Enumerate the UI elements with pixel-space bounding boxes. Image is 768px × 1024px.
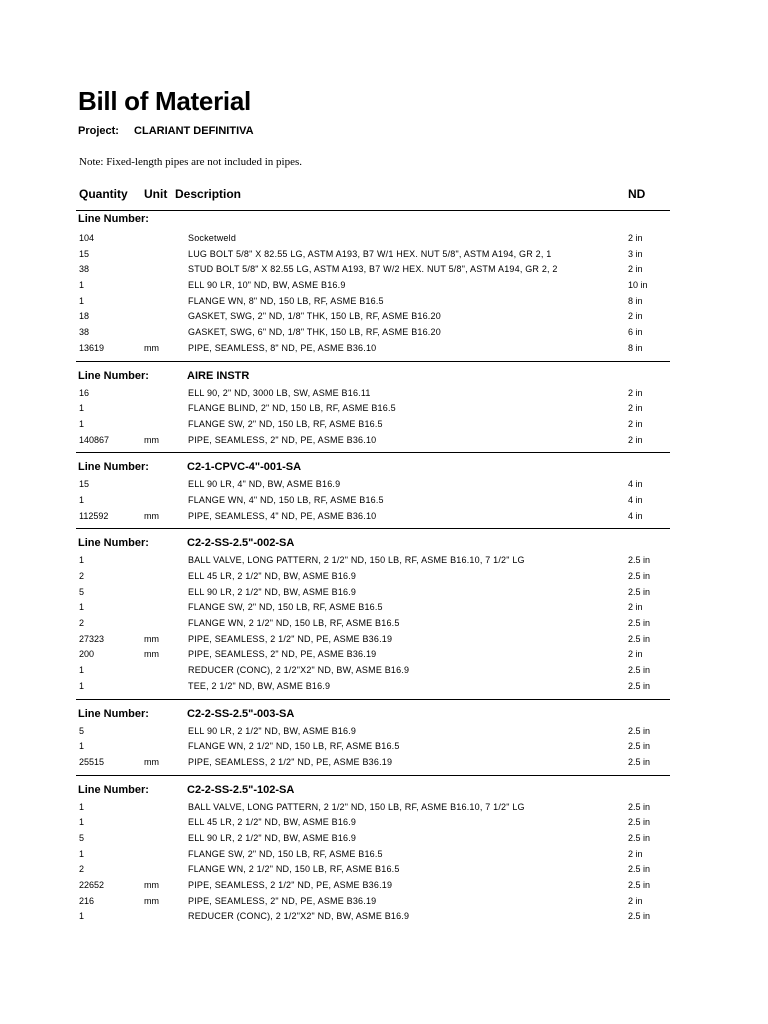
line-group-header [76, 700, 670, 724]
unit-cell: mm [144, 756, 159, 767]
line-number-label: Line Number: [78, 707, 149, 720]
description-cell: REDUCER (CONC), 2 1/2"X2" ND, BW, ASME B16.9 [188, 911, 410, 922]
table-row [76, 278, 670, 294]
table-row [76, 647, 670, 663]
description-cell: FLANGE SW, 2" ND, 150 LB, RF, ASME B16.5 [188, 848, 383, 859]
table-row [76, 663, 670, 679]
quantity-cell: 112592 [79, 510, 109, 521]
quantity-cell: 1 [79, 418, 85, 429]
table-row [76, 831, 670, 847]
line-number-value: C2-2-SS-2.5"-002-SA [187, 537, 295, 550]
table-row [76, 862, 670, 878]
description-cell: PIPE, SEAMLESS, 4" ND, PE, ASME B36.10 [188, 510, 377, 521]
quantity-cell: 1 [79, 555, 85, 566]
description-cell: BALL VALVE, LONG PATTERN, 2 1/2" ND, 150 LB, RF, ASME B16.10, 7 1/2" LG [188, 555, 525, 566]
description-cell: ELL 90 LR, 2 1/2" ND, BW, ASME B16.9 [188, 725, 357, 736]
table-row [76, 755, 670, 771]
description-cell: FLANGE SW, 2" ND, 150 LB, RF, ASME B16.5 [188, 418, 383, 429]
nd-cell: 2.5 in [628, 801, 651, 812]
nd-cell: 2 in [628, 311, 643, 322]
quantity-cell: 1 [79, 741, 85, 752]
nd-cell: 2 in [628, 602, 643, 613]
unit-cell: mm [144, 880, 159, 890]
line-group-header [76, 776, 670, 800]
nd-cell: 2.5 in [628, 756, 651, 767]
quantity-cell: 1 [79, 801, 85, 812]
line-group-header [76, 453, 670, 477]
unit-cell: mm [144, 895, 159, 906]
table-row [76, 509, 670, 525]
description-cell: PIPE, SEAMLESS, 2" ND, PE, ASME B36.19 [188, 895, 377, 906]
description-cell: FLANGE WN, 2 1/2" ND, 150 LB, RF, ASME B16.5 [188, 741, 400, 752]
quantity-cell: 104 [79, 233, 95, 243]
bom-table [76, 211, 670, 929]
nd-cell: 2 in [628, 387, 643, 398]
description-cell: PIPE, SEAMLESS, 8" ND, PE, ASME B36.10 [188, 342, 377, 353]
quantity-cell: 22652 [79, 880, 105, 890]
page-title: Bill of Material [78, 86, 251, 116]
quantity-cell: 27323 [79, 633, 105, 644]
line-group [76, 452, 670, 528]
description-cell: Socketweld [188, 233, 237, 243]
nd-cell: 2.5 in [628, 618, 651, 629]
quantity-cell: 140867 [79, 434, 110, 445]
quantity-cell: 1 [79, 848, 85, 859]
line-group [76, 528, 670, 698]
quantity-cell: 1 [79, 494, 85, 505]
description-cell: FLANGE WN, 8" ND, 150 LB, RF, ASME B16.5 [188, 295, 384, 306]
quantity-cell: 1 [79, 295, 85, 306]
unit-cell: mm [144, 649, 159, 660]
nd-cell: 2.5 in [628, 725, 651, 736]
table-row [76, 262, 670, 278]
table-row [76, 585, 670, 601]
description-cell: FLANGE BLIND, 2" ND, 150 LB, RF, ASME B16.5 [188, 403, 396, 414]
unit-cell: mm [144, 342, 159, 353]
table-row [76, 401, 670, 417]
table-row [76, 569, 670, 585]
quantity-cell: 15 [79, 479, 90, 490]
table-row [76, 553, 670, 569]
nd-cell: 2.5 in [628, 555, 651, 566]
table-row [76, 231, 670, 247]
description-cell: PIPE, SEAMLESS, 2 1/2" ND, PE, ASME B36.19 [188, 633, 393, 644]
line-group [76, 775, 670, 930]
table-row [76, 433, 670, 449]
line-number-value: C2-1-CPVC-4"-001-SA [187, 461, 302, 474]
line-group [76, 361, 670, 453]
table-row [76, 724, 670, 740]
table-row [76, 679, 670, 695]
description-cell: LUG BOLT 5/8" X 82.55 LG, ASTM A193, B7 W/1 HEX. NUT 5/8", ASTM A194, GR 2, 1 [188, 248, 552, 259]
quantity-cell: 5 [79, 832, 85, 843]
project-name: CLARIANT DEFINITIVA [134, 125, 254, 137]
table-row [76, 341, 670, 357]
nd-cell: 2.5 in [628, 741, 651, 752]
nd-cell: 2.5 in [628, 911, 651, 922]
group-spacer [76, 925, 670, 929]
nd-cell: 2 in [628, 233, 643, 243]
description-cell: ELL 45 LR, 2 1/2" ND, BW, ASME B16.9 [188, 571, 357, 581]
project-label: Project: [78, 125, 119, 137]
description-cell: PIPE, SEAMLESS, 2" ND, PE, ASME B36.10 [188, 434, 377, 445]
nd-cell: 2 in [628, 848, 643, 859]
table-row [76, 632, 670, 648]
line-number-label: Line Number: [78, 783, 149, 796]
quantity-cell: 1 [79, 911, 85, 922]
line-group-header [76, 529, 670, 553]
description-cell: FLANGE WN, 2 1/2" ND, 150 LB, RF, ASME B16.5 [188, 864, 400, 875]
table-row [76, 800, 670, 816]
description-cell: GASKET, SWG, 2" ND, 1/8" THK, 150 LB, RF, ASME B16.20 [188, 311, 441, 322]
nd-cell: 6 in [628, 327, 643, 338]
quantity-cell: 1 [79, 680, 85, 691]
description-cell: STUD BOLT 5/8" X 82.55 LG, ASTM A193, B7 W/2 HEX. NUT 5/8", ASTM A194, GR 2, 2 [188, 264, 558, 275]
quantity-cell: 16 [79, 387, 90, 398]
column-header-unit: Unit [144, 187, 168, 201]
nd-cell: 2 in [628, 434, 643, 445]
description-cell: PIPE, SEAMLESS, 2 1/2" ND, PE, ASME B36.19 [188, 756, 393, 767]
quantity-cell: 1 [79, 665, 85, 676]
quantity-cell: 1 [79, 817, 85, 828]
nd-cell: 2.5 in [628, 665, 651, 676]
nd-cell: 2 in [628, 403, 643, 414]
line-number-value: C2-2-SS-2.5"-003-SA [187, 707, 295, 720]
nd-cell: 2.5 in [628, 864, 651, 875]
table-row [76, 325, 670, 341]
line-group [76, 211, 670, 361]
line-number-label: Line Number: [78, 369, 149, 382]
description-cell: FLANGE SW, 2" ND, 150 LB, RF, ASME B16.5 [188, 602, 383, 613]
nd-cell: 2.5 in [628, 633, 651, 644]
description-cell: PIPE, SEAMLESS, 2" ND, PE, ASME B36.19 [188, 649, 377, 660]
table-row [76, 909, 670, 925]
nd-cell: 8 in [628, 342, 643, 353]
line-number-label: Line Number: [78, 537, 149, 550]
line-number-value: AIRE INSTR [187, 369, 250, 382]
nd-cell: 4 in [628, 510, 643, 521]
description-cell: FLANGE WN, 2 1/2" ND, 150 LB, RF, ASME B16.5 [188, 618, 400, 629]
line-number-label: Line Number: [78, 213, 149, 225]
table-row [76, 309, 670, 325]
table-row [76, 847, 670, 863]
nd-cell: 2 in [628, 649, 643, 660]
line-number-label: Line Number: [78, 461, 149, 474]
quantity-cell: 1 [79, 403, 85, 414]
table-row [76, 493, 670, 509]
column-header-quantity: Quantity [79, 187, 128, 201]
quantity-cell: 5 [79, 586, 85, 597]
note-text: Note: Fixed-length pipes are not included in pipes. [79, 156, 303, 168]
quantity-cell: 5 [79, 725, 85, 736]
nd-cell: 4 in [628, 479, 643, 490]
line-group-header [76, 362, 670, 386]
quantity-cell: 2 [79, 864, 85, 875]
description-cell: ELL 90 LR, 2 1/2" ND, BW, ASME B16.9 [188, 586, 357, 597]
table-row [76, 386, 670, 402]
quantity-cell: 216 [79, 895, 95, 906]
description-cell: ELL 45 LR, 2 1/2" ND, BW, ASME B16.9 [188, 817, 357, 828]
nd-cell: 2 in [628, 895, 643, 906]
table-row [76, 600, 670, 616]
nd-cell: 2.5 in [628, 586, 651, 597]
nd-cell: 2 in [628, 264, 643, 275]
description-cell: FLANGE WN, 4" ND, 150 LB, RF, ASME B16.5 [188, 494, 384, 505]
nd-cell: 2.5 in [628, 571, 651, 581]
description-cell: GASKET, SWG, 6" ND, 1/8" THK, 150 LB, RF, ASME B16.20 [188, 327, 441, 338]
nd-cell: 8 in [628, 295, 643, 306]
column-headers [78, 187, 670, 205]
quantity-cell: 1 [79, 602, 85, 613]
nd-cell: 4 in [628, 494, 643, 505]
quantity-cell: 13619 [79, 342, 105, 353]
column-header-nd: ND [628, 187, 646, 201]
line-number-value: C2-2-SS-2.5"-102-SA [187, 783, 295, 796]
table-row [76, 477, 670, 493]
quantity-cell: 2 [79, 618, 85, 629]
description-cell: ELL 90, 2" ND, 3000 LB, SW, ASME B16.11 [188, 387, 371, 398]
line-group [76, 699, 670, 775]
unit-cell: mm [144, 434, 159, 445]
unit-cell: mm [144, 633, 159, 644]
table-row [76, 894, 670, 910]
nd-cell: 2 in [628, 418, 643, 429]
description-cell: TEE, 2 1/2" ND, BW, ASME B16.9 [188, 680, 331, 691]
table-row [76, 247, 670, 263]
table-row [76, 878, 670, 894]
description-cell: ELL 90 LR, 2 1/2" ND, BW, ASME B16.9 [188, 832, 357, 843]
column-header-description: Description [175, 187, 242, 201]
table-row [76, 739, 670, 755]
quantity-cell: 25515 [79, 756, 105, 767]
quantity-cell: 2 [79, 571, 85, 581]
description-cell: PIPE, SEAMLESS, 2 1/2" ND, PE, ASME B36.19 [188, 880, 393, 890]
quantity-cell: 38 [79, 327, 90, 338]
table-row [76, 616, 670, 632]
description-cell: REDUCER (CONC), 2 1/2"X2" ND, BW, ASME B16.9 [188, 665, 410, 676]
nd-cell: 2.5 in [628, 832, 651, 843]
unit-cell: mm [144, 510, 159, 521]
nd-cell: 2.5 in [628, 880, 651, 890]
nd-cell: 2.5 in [628, 817, 651, 828]
nd-cell: 2.5 in [628, 680, 651, 691]
project-line [78, 125, 254, 137]
table-row [76, 417, 670, 433]
nd-cell: 10 in [628, 280, 648, 291]
description-cell: BALL VALVE, LONG PATTERN, 2 1/2" ND, 150 LB, RF, ASME B16.10, 7 1/2" LG [188, 801, 525, 812]
quantity-cell: 18 [79, 311, 90, 322]
description-cell: ELL 90 LR, 4" ND, BW, ASME B16.9 [188, 479, 341, 490]
quantity-cell: 15 [79, 248, 90, 259]
table-row [76, 815, 670, 831]
quantity-cell: 38 [79, 264, 90, 275]
quantity-cell: 1 [79, 280, 85, 291]
quantity-cell: 200 [79, 649, 95, 660]
table-row [76, 294, 670, 310]
nd-cell: 3 in [628, 248, 643, 259]
description-cell: ELL 90 LR, 10" ND, BW, ASME B16.9 [188, 280, 346, 291]
line-group-header [76, 211, 670, 231]
